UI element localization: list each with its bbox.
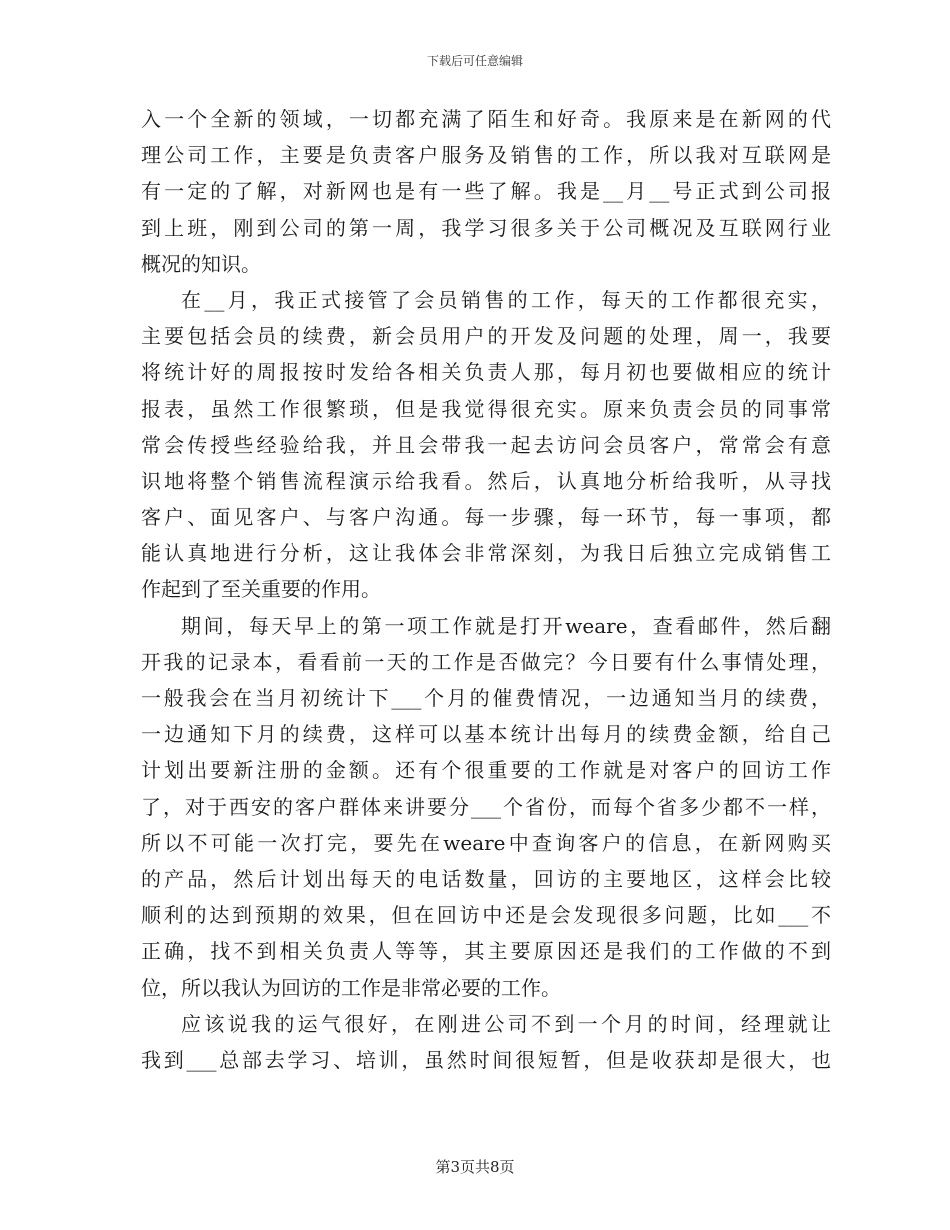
text-line: 常会传授些经验给我，并且会带我一起去访问会员客户，常常会有意 <box>141 432 831 457</box>
text-line: 有一定的了解，对新网也是有一些了解。我是__月__号正式到公司报 <box>141 179 831 204</box>
text-line: 顺利的达到预期的效果，但在回访中还是会发现很多问题，比如___不 <box>141 903 831 928</box>
text-line: 开我的记录本，看看前一天的工作是否做完？今日要有什么事情处理， <box>141 649 831 674</box>
page-header: 下载后可任意编辑 <box>426 54 523 68</box>
text-line: 概况的知识。 <box>141 251 261 276</box>
text-line: 客户、面见客户、与客户沟通。每一步骤，每一环节，每一事项，都 <box>141 505 831 530</box>
text-line: 计划出要新注册的金额。还有个很重要的工作就是对客户的回访工作 <box>141 758 831 783</box>
page-number: 第3页共8页 <box>435 1158 515 1176</box>
text-line: 位，所以我认为回访的工作是非常必要的工作。 <box>141 975 561 1000</box>
text-line: 的产品，然后计划出每天的电话数量，回访的主要地区，这样会比较 <box>141 866 831 891</box>
text-line: 报表，虽然工作很繁琐，但是我觉得很充实。原来负责会员的同事常 <box>141 396 831 421</box>
text-line: 期间，每天早上的第一项工作就是打开weare，查看邮件，然后翻 <box>181 613 831 638</box>
text-line: 一边通知下月的续费，这样可以基本统计出每月的续费金额，给自己 <box>141 722 831 747</box>
text-line: 入一个全新的领域，一切都充满了陌生和好奇。我原来是在新网的代 <box>141 107 831 131</box>
document-body <box>141 101 831 1078</box>
text-line: 所以不可能一次打完，要先在weare中查询客户的信息，在新网购买 <box>141 830 831 855</box>
text-line: 我到___总部去学习、培训，虽然时间很短暂，但是收获却是很大，也 <box>141 1047 831 1072</box>
text-line: 到上班，刚到公司的第一周，我学习很多关于公司概况及互联网行业 <box>141 215 831 240</box>
text-line: 作起到了至关重要的作用。 <box>141 577 381 602</box>
text-line: 在__月，我正式接管了会员销售的工作，每天的工作都很充实， <box>181 287 831 312</box>
text-line: 了，对于西安的客户群体来讲要分___个省份，而每个省多少都不一样， <box>141 794 831 819</box>
text-line: 识地将整个销售流程演示给我看。然后，认真地分析给我听，从寻找 <box>141 468 831 493</box>
text-line: 理公司工作，主要是负责客户服务及销售的工作，所以我对互联网是 <box>141 143 831 168</box>
text-line: 一般我会在当月初统计下___个月的催费情况，一边通知当月的续费， <box>141 686 831 710</box>
text-line: 能认真地进行分析，这让我体会非常深刻，为我日后独立完成销售工 <box>141 541 831 566</box>
text-line: 将统计好的周报按时发给各相关负责人那，每月初也要做相应的统计 <box>141 360 831 385</box>
text-line: 正确，找不到相关负责人等等，其主要原因还是我们的工作做的不到 <box>141 939 831 964</box>
text-line: 应该说我的运气很好，在刚进公司不到一个月的时间，经理就让 <box>181 1011 831 1036</box>
text-line: 主要包括会员的续费，新会员用户的开发及问题的处理，周一，我要 <box>141 324 831 349</box>
